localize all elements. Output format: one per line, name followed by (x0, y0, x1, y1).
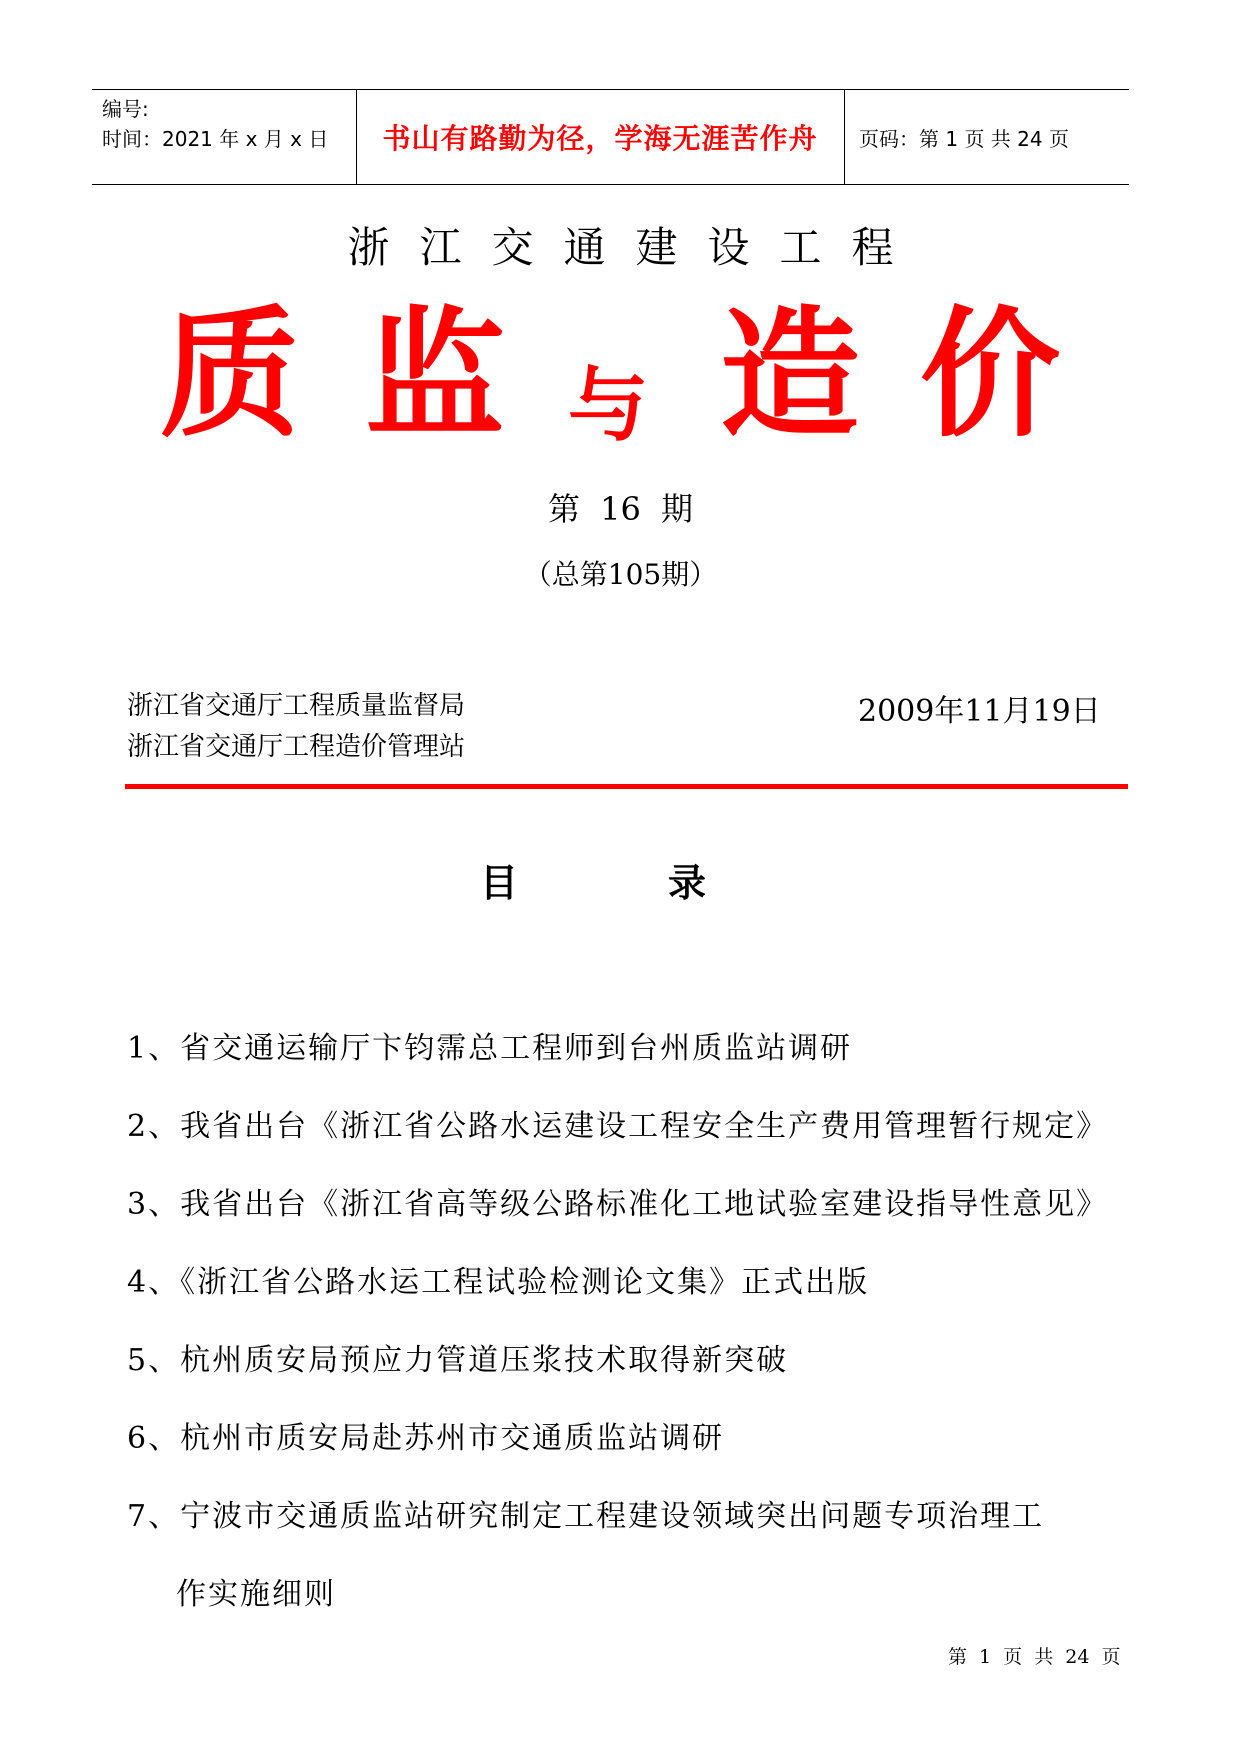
total-issue-number: （总第105期） (523, 558, 718, 591)
page-footer: 第 1 页 共 24 页 (948, 1646, 1121, 1668)
publication-date: 2009年11月19日 (858, 694, 1101, 729)
header-divider-right (844, 90, 845, 184)
time-label: 时间：2021 年 x 月 x 日 (102, 127, 329, 151)
toc-item-1[interactable]: 1、省交通运输厅卞钧霈总工程师到台州质监站调研 (127, 1031, 853, 1066)
header-page-code: 页码：第 1 页 共 24 页 (859, 126, 1069, 151)
masthead-char-4: 造 (720, 293, 861, 457)
document-header (92, 89, 1129, 185)
toc-title: 目录 (480, 861, 857, 905)
red-divider (125, 784, 1128, 789)
toc-item-3[interactable]: 3、我省出台《浙江省高等级公路标准化工地试验室建设指导性意见》 (127, 1187, 1109, 1222)
toc-item-4[interactable]: 4、《浙江省公路水运工程试验检测论文集》正式出版 (127, 1265, 870, 1300)
toc-item-2[interactable]: 2、我省出台《浙江省公路水运建设工程安全生产费用管理暂行规定》 (127, 1109, 1109, 1144)
toc-item-7-continuation: 作实施细则 (176, 1577, 336, 1612)
number-label: 编号: (102, 97, 149, 121)
header-motto: 书山有路勤为径，学海无涯苦作舟 (382, 122, 818, 155)
masthead-char-1: 质 (160, 293, 301, 457)
toc-item-6[interactable]: 6、杭州市质安局赴苏州市交通质监站调研 (127, 1421, 725, 1456)
masthead-title (160, 293, 1090, 460)
issuer-line-2: 浙江省交通厅工程造价管理站 (127, 732, 466, 762)
toc-item-5[interactable]: 5、杭州质安局预应力管道压浆技术取得新突破 (127, 1343, 789, 1378)
publication-name: 浙江交通建设工程 (347, 223, 924, 272)
issuer-line-1: 浙江省交通厅工程质量监督局 (127, 691, 466, 721)
masthead-char-5: 价 (920, 293, 1061, 457)
toc-item-7-text: 7、宁波市交通质监站研究制定工程建设领域突出问题专项治理工 (127, 1499, 1045, 1534)
toc-list (127, 1010, 1127, 1634)
header-meta (102, 94, 328, 154)
issue-number: 第 16 期 (547, 490, 694, 528)
masthead-char-2: 监 (365, 293, 506, 457)
toc-item-7[interactable] (127, 1478, 1127, 1634)
masthead-char-3: 与 (568, 358, 648, 452)
issuer-block (127, 686, 465, 768)
